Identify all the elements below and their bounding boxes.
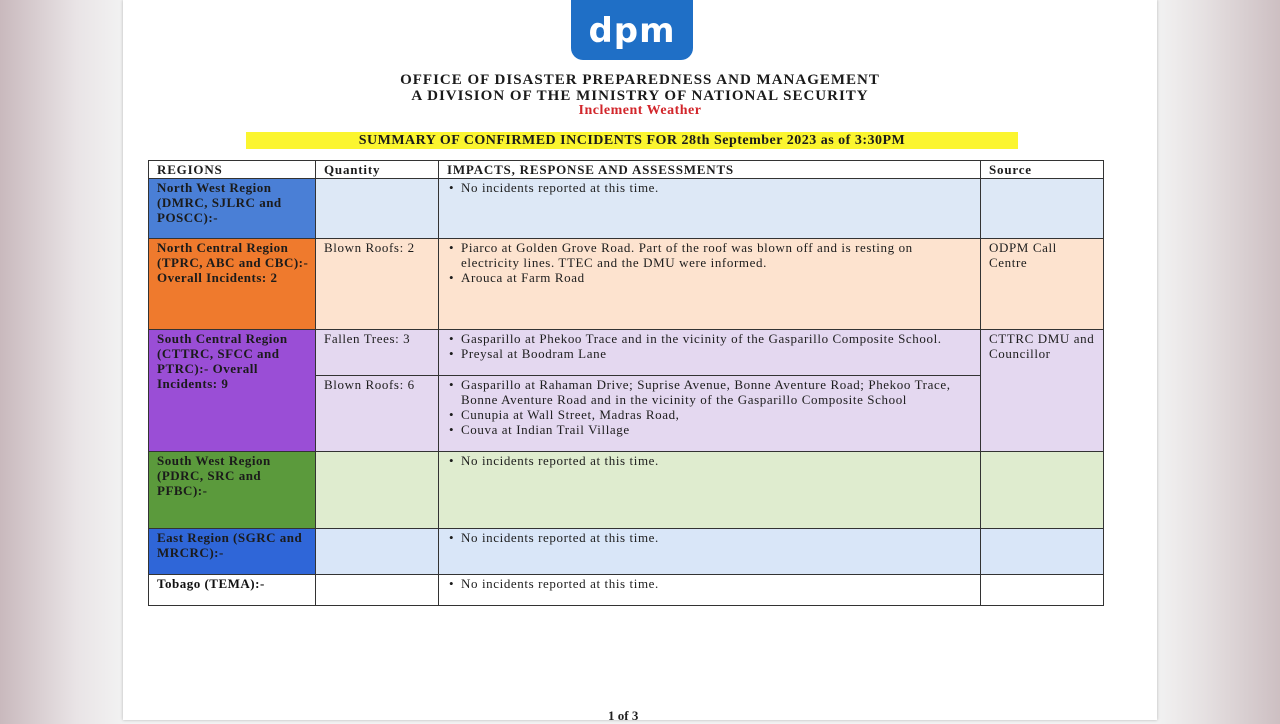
region-tobago: Tobago (TEMA):-: [149, 575, 316, 606]
region-south-west: South West Region (PDRC, SRC and PFBC):-: [149, 452, 316, 529]
col-header-quantity: Quantity: [316, 161, 439, 179]
document-page: [123, 0, 1157, 723]
impacts-cell: [439, 376, 981, 452]
impacts-cell: [439, 575, 981, 606]
list-item: • No incidents reported at this time.: [461, 576, 974, 591]
list-item: • No incidents reported at this time.: [461, 530, 974, 545]
source-cell: [981, 529, 1104, 575]
source-cell: [981, 452, 1104, 529]
table-row-east: [149, 529, 1104, 575]
quantity-cell: [316, 529, 439, 575]
logo-text: dpm: [588, 11, 676, 51]
table-header-row: [149, 161, 1104, 179]
source-cell: [981, 575, 1104, 606]
region-south-central: South Central Region (CTTRC, SFCC and PTRC):- Overall Incidents: 9: [149, 330, 316, 452]
col-header-regions: REGIONS: [149, 161, 316, 179]
impacts-cell: [439, 239, 981, 330]
list-item: • Gasparillo at Phekoo Trace and in the vicinity of the Gasparillo Composite School.: [461, 331, 974, 346]
table-row-north-central: [149, 239, 1104, 330]
page-number: 1 of 3: [608, 708, 639, 723]
region-north-west: North West Region (DMRC, SJLRC and POSCC):-: [149, 179, 316, 239]
quantity-cell: Blown Roofs: 2: [316, 239, 439, 330]
list-item: • Cunupia at Wall Street, Madras Road,: [461, 407, 974, 422]
quantity-cell: [316, 452, 439, 529]
event-subtitle: Inclement Weather: [578, 103, 702, 118]
region-east: East Region (SGRC and MRCRC):-: [149, 529, 316, 575]
list-item: • Preysal at Boodram Lane: [461, 346, 974, 361]
list-item: • Arouca at Farm Road: [461, 270, 974, 285]
impacts-cell: [439, 452, 981, 529]
source-cell: [981, 179, 1104, 239]
list-item: • No incidents reported at this time.: [461, 180, 974, 195]
table-row-south-central-trees: [149, 330, 1104, 376]
quantity-cell: [316, 179, 439, 239]
impacts-cell: [439, 179, 981, 239]
region-north-central: North Central Region (TPRC, ABC and CBC):- Overall Incidents: 2: [149, 239, 316, 330]
list-item: • Gasparillo at Rahaman Drive; Suprise Avenue, Bonne Aventure Road; Phekoo Trace, Bonne Aventure Road and in the vicinity of the Gasparillo Composite School: [461, 377, 974, 407]
list-item: • Couva at Indian Trail Village: [461, 422, 974, 437]
table-row-north-west: [149, 179, 1104, 239]
summary-title: SUMMARY OF CONFIRMED INCIDENTS FOR 28th September 2023 as of 3:30PM: [246, 132, 1018, 149]
incidents-table: [148, 160, 1104, 606]
quantity-cell: [316, 575, 439, 606]
col-header-source: Source: [981, 161, 1104, 179]
quantity-cell: Fallen Trees: 3: [316, 330, 439, 376]
list-item: • No incidents reported at this time.: [461, 453, 974, 468]
impacts-cell: [439, 330, 981, 376]
odpm-logo: [571, 0, 693, 60]
table-row-south-west: [149, 452, 1104, 529]
source-cell: CTTRC DMU and Councillor: [981, 330, 1104, 452]
source-cell: ODPM Call Centre: [981, 239, 1104, 330]
office-title: OFFICE OF DISASTER PREPAREDNESS AND MANAGEMENT: [400, 72, 880, 88]
list-item: • Piarco at Golden Grove Road. Part of the roof was blown off and is resting on electricity lines. TTEC and the DMU were informed.: [461, 240, 974, 270]
col-header-impacts: IMPACTS, RESPONSE AND ASSESSMENTS: [439, 161, 981, 179]
table-row-tobago: [149, 575, 1104, 606]
impacts-cell: [439, 529, 981, 575]
ministry-title: A DIVISION OF THE MINISTRY OF NATIONAL SECURITY: [411, 88, 869, 104]
quantity-cell: Blown Roofs: 6: [316, 376, 439, 452]
